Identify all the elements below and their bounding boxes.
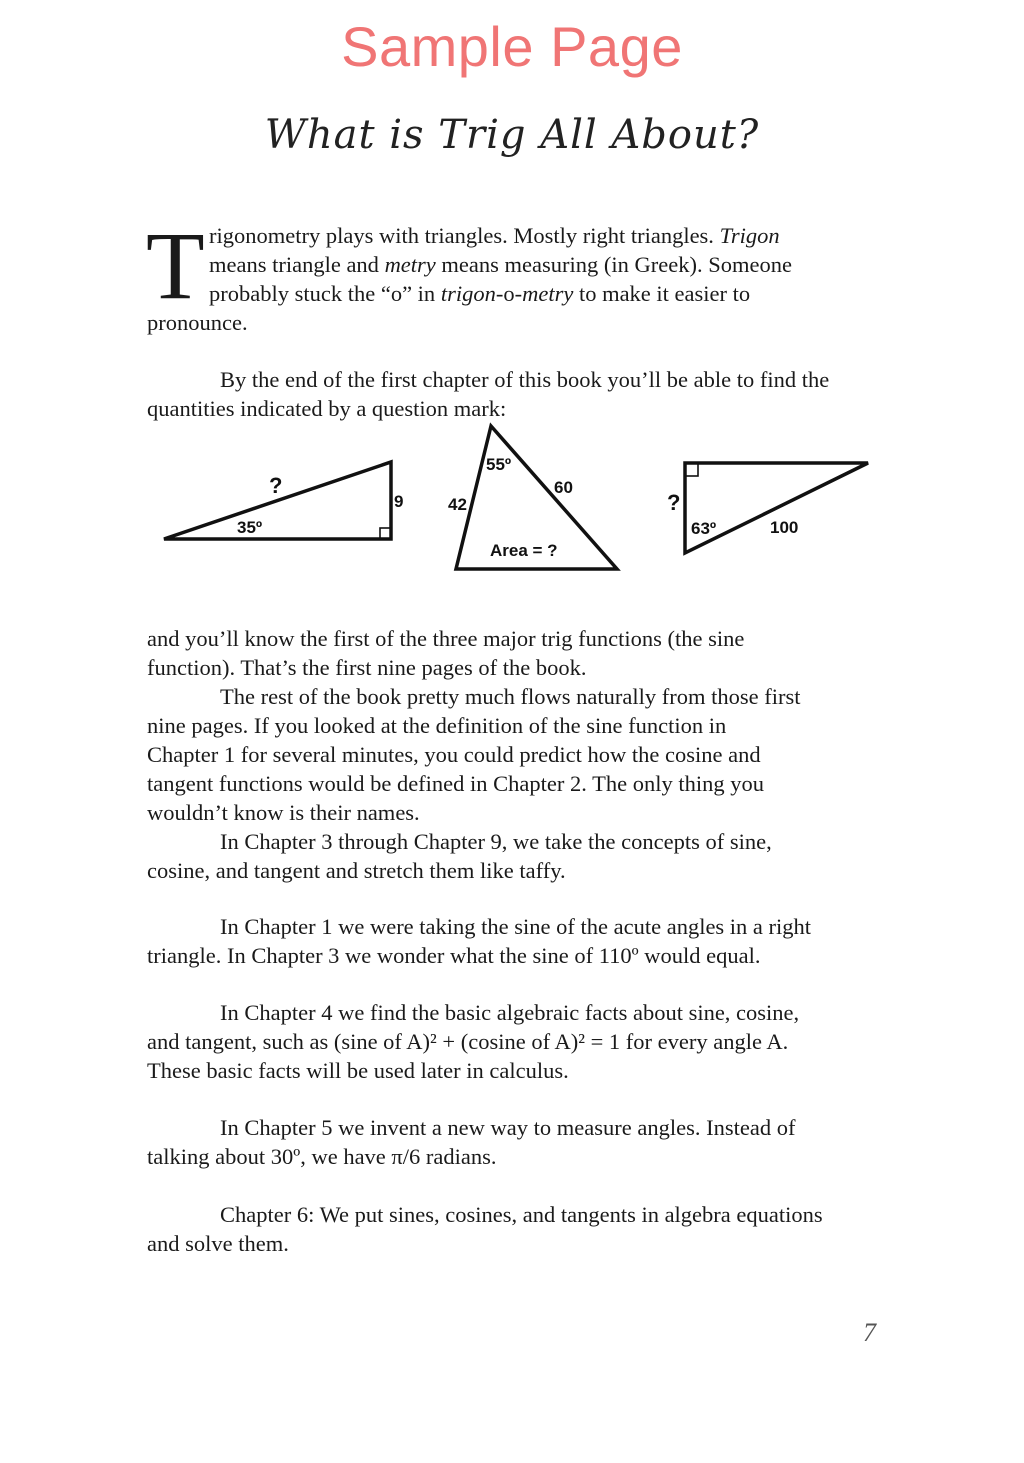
text-line: and tangent, such as (sine of A)² + (cosine of A)² = 1 for every angle A. [147, 1029, 789, 1054]
text-line: In Chapter 5 we invent a new way to measure angles. Instead of [220, 1115, 796, 1140]
right-triangle-35-degrees [164, 462, 403, 539]
vertical-side-label: ? [667, 490, 681, 515]
text-line: and solve them. [147, 1231, 289, 1256]
text-line: cosine, and tangent and stretch them like taffy. [147, 858, 566, 883]
text-line: In Chapter 1 we were taking the sine of the acute angles in a right [220, 914, 812, 939]
right-side-label: 60 [554, 478, 573, 497]
hypotenuse-label: ? [269, 473, 283, 498]
text-line: These basic facts will be used later in calculus. [147, 1058, 569, 1083]
chapter-title: What is Trig All About? [264, 112, 760, 158]
text-line: nine pages. If you looked at the definition of the sine function in [147, 713, 727, 738]
paragraph-block-3 [147, 998, 887, 1085]
text-line: talking about 30º, we have π/6 radians. [147, 1144, 497, 1169]
emphasis-span: metry [522, 281, 574, 306]
text-span: rigonometry plays with triangles. Mostly right triangles. [209, 223, 720, 248]
right-angle-marker [685, 463, 698, 476]
oblique-triangle [448, 426, 617, 569]
text-span: -o- [495, 281, 523, 306]
emphasis-span: trigon [440, 281, 496, 306]
text-span: means measuring (in Greek). Someone [435, 252, 792, 277]
sample-page-watermark: Sample Page [341, 15, 683, 78]
text-line: The rest of the book pretty much flows naturally from those first [220, 684, 801, 709]
page-number: 7 [863, 1318, 876, 1347]
side-label: 9 [394, 492, 404, 511]
text-line: triangle. In Chapter 3 we wonder what the sine of 110º would equal. [147, 943, 761, 968]
text-span: means triangle and [209, 252, 385, 277]
paragraph-block-2 [147, 912, 887, 970]
text-line: wouldn’t know is their names. [147, 800, 420, 825]
emphasis-span: metry [384, 252, 436, 277]
area-label: Area = ? [490, 541, 558, 560]
text-line: In Chapter 4 we find the basic algebraic facts about sine, cosine, [220, 1000, 800, 1025]
text-line: In Chapter 3 through Chapter 9, we take the concepts of sine, [220, 829, 772, 854]
text-span: probably stuck the “o” in [209, 281, 441, 306]
text-line: By the end of the first chapter of this book you’ll be able to find the [220, 367, 830, 392]
hypotenuse-label: 100 [770, 518, 799, 537]
paragraph-block-4 [147, 1113, 887, 1171]
text-line: Chapter 1 for several minutes, you could predict how the cosine and [147, 742, 761, 767]
paragraph-block-5 [147, 1200, 887, 1258]
text-span: to make it easier to [573, 281, 751, 306]
intro-line-4: pronounce. [147, 310, 248, 335]
drop-cap: T [146, 212, 205, 319]
text-line: quantities indicated by a question mark: [147, 396, 507, 421]
left-side-label: 42 [448, 495, 467, 514]
right-triangle-63-degrees [667, 463, 868, 553]
text-line: and you’ll know the first of the three major trig functions (the sine [147, 626, 745, 651]
text-line: function). That’s the first nine pages of the book. [147, 655, 587, 680]
emphasis-span: Trigon [719, 223, 780, 248]
paragraph-block-1 [147, 624, 887, 885]
triangle-shape [685, 463, 868, 553]
top-angle-label: 55º [486, 455, 512, 474]
text-line: Chapter 6: We put sines, cosines, and tangents in algebra equations [220, 1202, 823, 1227]
angle-label: 63º [691, 519, 717, 538]
angle-label: 35º [237, 518, 263, 537]
text-line: tangent functions would be defined in Chapter 2. The only thing you [147, 771, 764, 796]
